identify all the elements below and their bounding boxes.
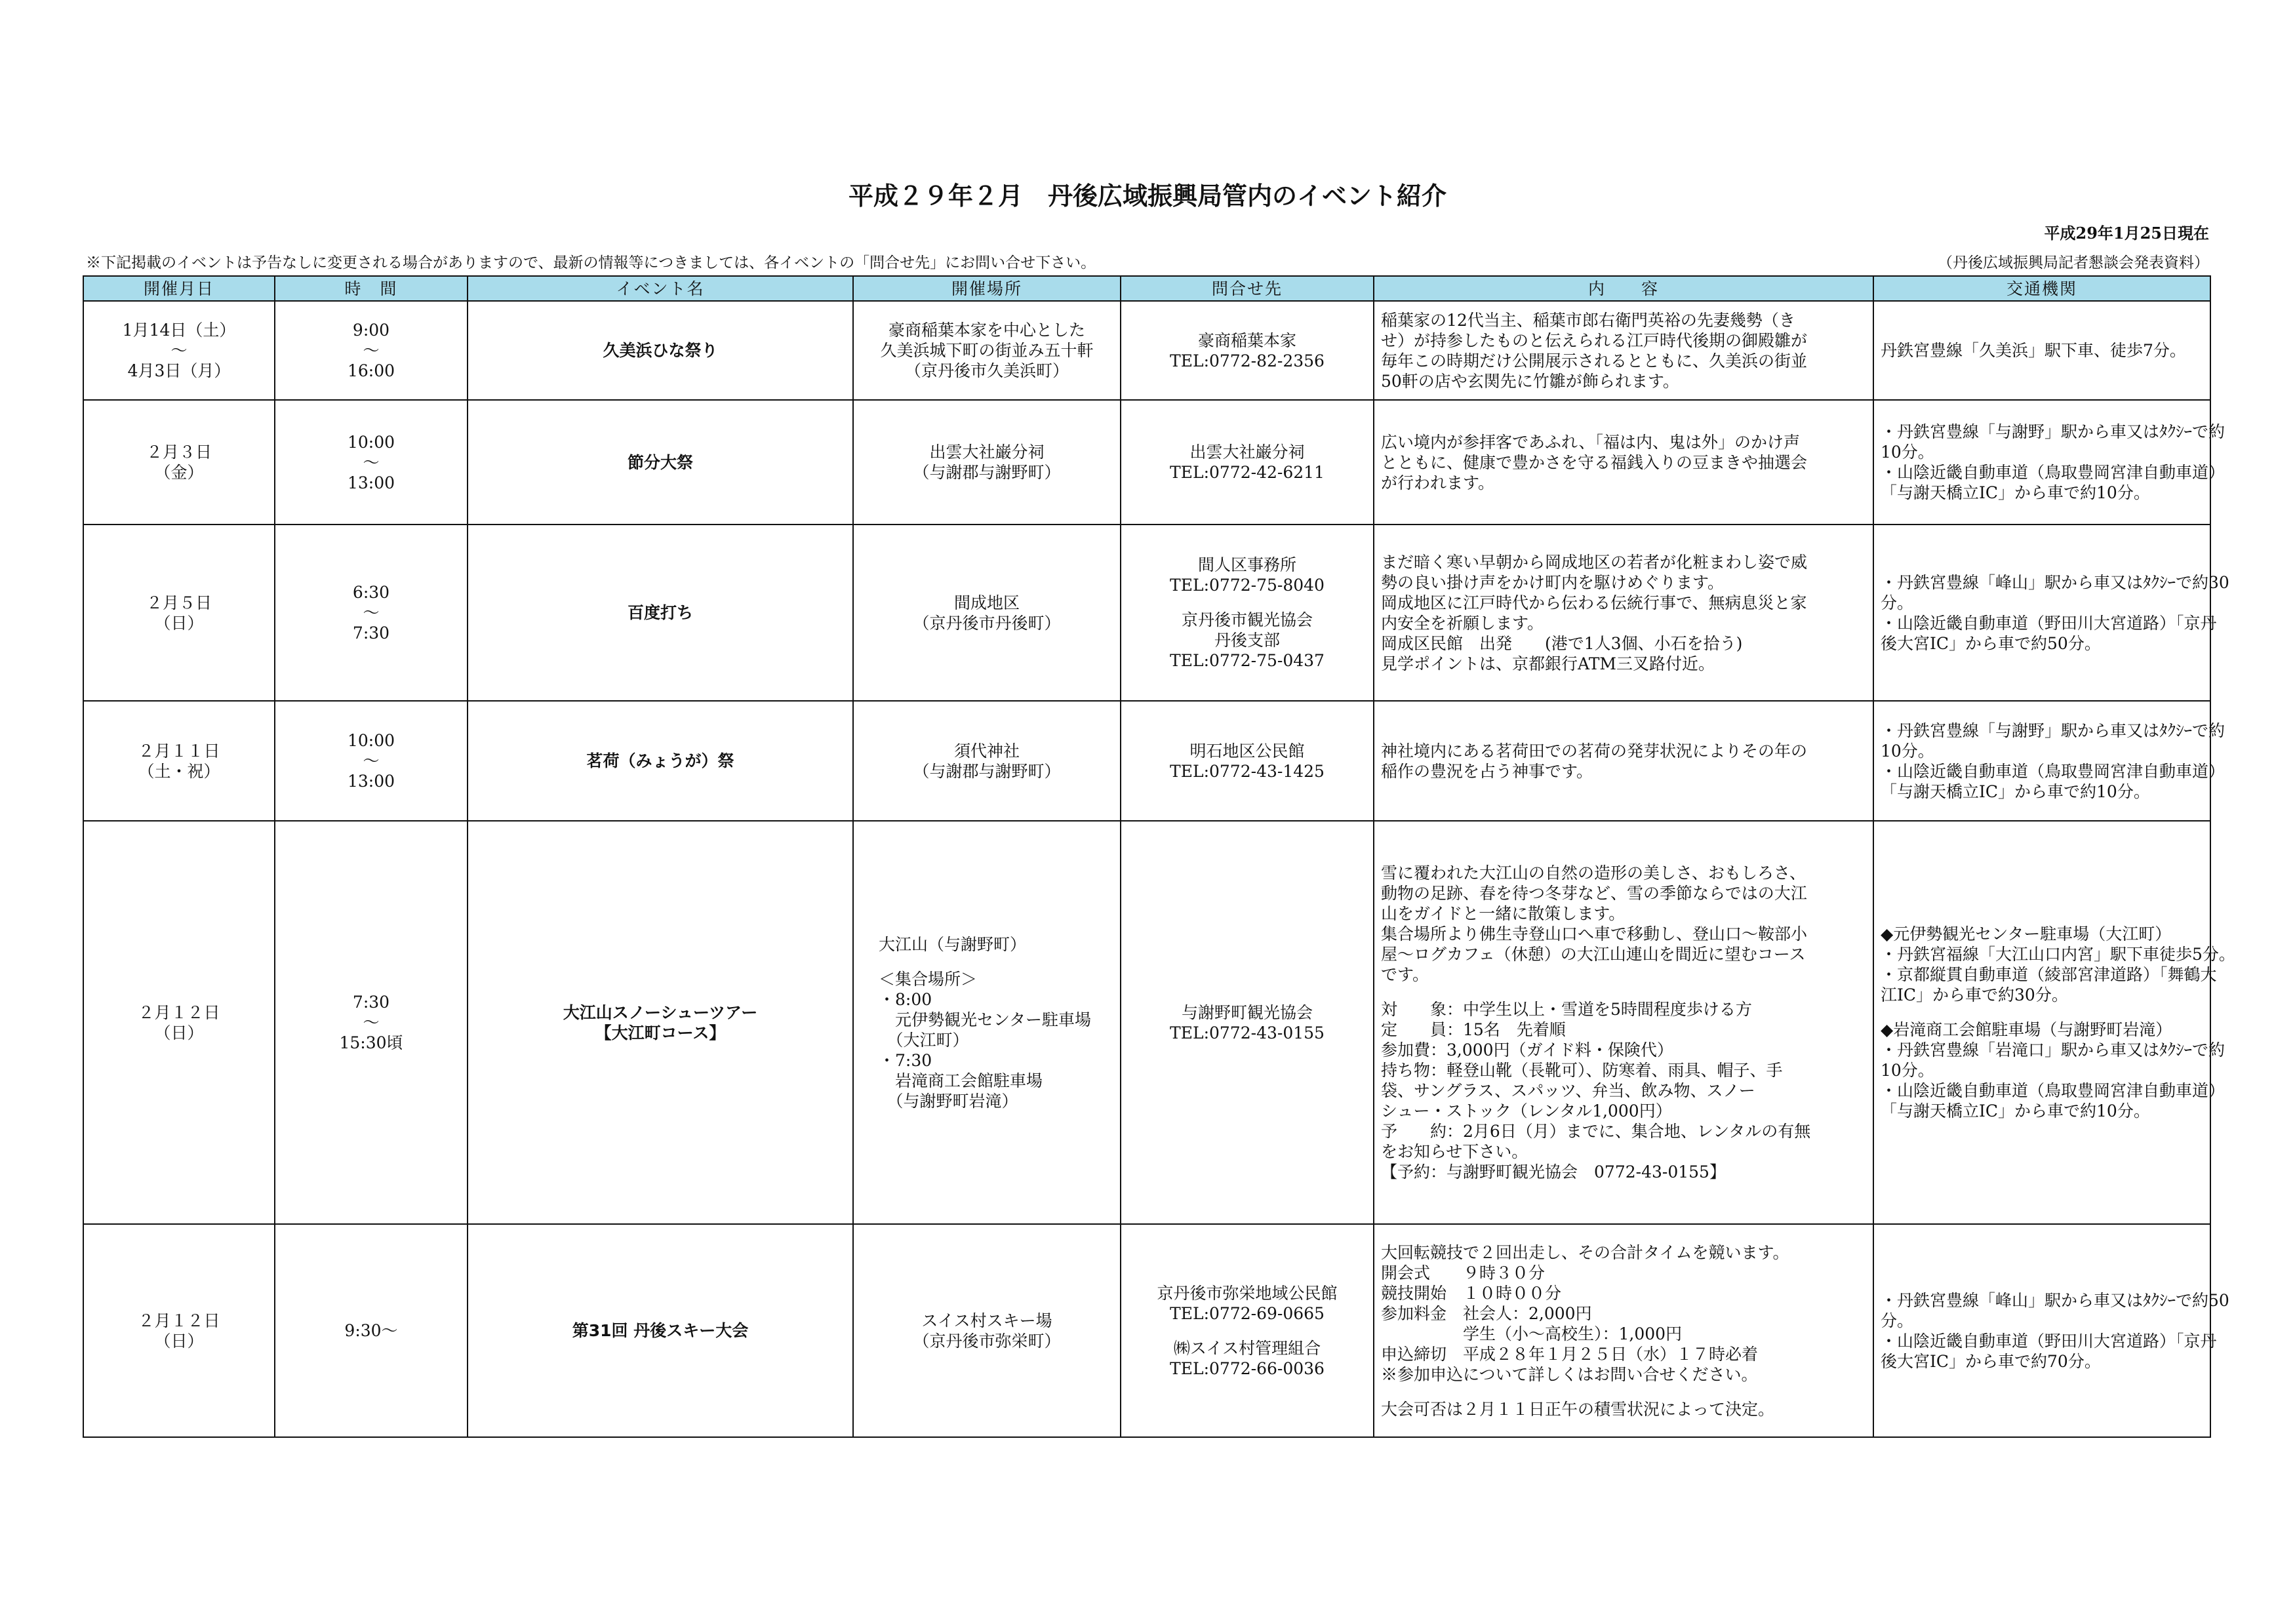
event-date-line: ２月１１日: [138, 741, 220, 761]
event-contact-line: TEL:0772-42-6211: [1170, 463, 1325, 482]
event-date-line: （日）: [154, 1331, 204, 1351]
event-date-line: （土・祝）: [138, 761, 220, 781]
event-description-line: 内安全を祈願します。: [1381, 613, 1544, 633]
event-date-line: ２月１２日: [138, 1002, 220, 1022]
event-access-line: ・山陰近畿自動車道（鳥取豊岡宮津自動車道）: [1881, 761, 2225, 781]
event-description-line: 山をガイドと一緒に散策します。: [1381, 904, 1626, 923]
event-description-line: 神社境内にある茗荷田での茗荷の発芽状況によりその年の: [1381, 741, 1808, 761]
event-venue: [853, 821, 1121, 1224]
event-time-line: 15:30頃: [339, 1033, 403, 1052]
event-date-line: 1月14日（土）: [122, 321, 236, 340]
event-name-line: 【大江町コース】: [595, 1023, 726, 1042]
event-description: [1374, 821, 1873, 1224]
event-name-line: 百度打ち: [627, 603, 693, 622]
event-description-line: 対 象：中学生以上・雪道を5時間程度歩ける方: [1381, 1000, 1752, 1019]
event-description-line: [1381, 1385, 1866, 1399]
event-time-line: ～: [363, 751, 380, 770]
table-row: [83, 821, 2210, 1224]
event-description-line: シュー・ストック（レンタル1,000円）: [1381, 1101, 1672, 1120]
event-venue-line: （与謝郡与謝野町）: [913, 463, 1061, 482]
event-name: [468, 400, 853, 525]
event-contact-line: 与謝野町観光協会: [1181, 1002, 1313, 1022]
event-access-line: ・山陰近畿自動車道（野田川大宮道路）「京丹: [1881, 613, 2217, 633]
event-table: [83, 275, 2235, 1438]
event-contact-line: 丹後支部: [1214, 631, 1280, 650]
event-contact-line: 間人区事務所: [1197, 555, 1296, 574]
event-date-line: （日）: [154, 613, 204, 633]
event-description-line: 参加費：3,000円（ガイド料・保険代）: [1381, 1040, 1673, 1060]
event-description-line: 大会可否は２月１１日正午の積雪状況によって決定。: [1381, 1399, 1775, 1419]
event-time-line: 10:00: [347, 432, 395, 452]
event-name: [468, 821, 853, 1224]
event-time: [275, 400, 468, 525]
event-date: [83, 701, 275, 821]
event-contact-line: 明石地区公民館: [1189, 741, 1305, 761]
header-time: 時 間: [275, 276, 468, 301]
event-venue-line: （与謝野町岩滝）: [879, 1091, 1018, 1111]
event-description-line: ※参加申込について詳しくはお問い合せください。: [1381, 1364, 1758, 1384]
event-contact-line: TEL:0772-75-8040: [1170, 576, 1325, 595]
event-venue-line: 久美浜城下町の街並み五十軒: [880, 341, 1094, 360]
event-description-line: 申込締切 平成２８年１月２５日（水）１７時必着: [1381, 1344, 1759, 1364]
event-venue: [853, 525, 1121, 701]
event-time-line: ～: [363, 1013, 380, 1032]
source-note: （丹後広域振興局記者懇談会発表資料）: [1938, 254, 2209, 271]
header-access: 交通機関: [1873, 276, 2210, 301]
event-access-line: ・丹鉄宮豊線「岩滝口」駅から車又はﾀｸｼｰで約: [1881, 1040, 2225, 1060]
event-description-line: 岡成地区に江戸時代から伝わる伝統行事で、無病息災と家: [1381, 593, 1807, 612]
event-description-line: 学生（小～高校生）：1,000円: [1381, 1324, 1683, 1343]
event-venue-line: 間成地区: [953, 593, 1020, 612]
event-description-line: 集合場所より佛生寺登山口へ車で移動し、登山口～鞍部小: [1381, 924, 1808, 943]
event-contact-line: 京丹後市観光協会: [1181, 610, 1313, 629]
event-access-line: 江IC」から車で約30分。: [1881, 985, 2068, 1004]
event-date-line: ２月１２日: [138, 1311, 220, 1330]
event-contact-line: TEL:0772-43-1425: [1170, 761, 1325, 781]
event-contact-line: TEL:0772-75-0437: [1170, 651, 1325, 670]
event-access-line: 後大宮IC」から車で約50分。: [1881, 633, 2101, 653]
event-venue-line: スイス村スキー場: [921, 1311, 1052, 1330]
event-name: [468, 1224, 853, 1437]
notice-text: ※下記掲載のイベントは予告なしに変更される場合がありますので、最新の情報等につきましては、各イベントの「問合せ先」にお問い合せ下さい。: [86, 254, 1096, 271]
event-access: [1873, 821, 2235, 1224]
event-access-line: 10分。: [1881, 741, 1934, 761]
event-date: [83, 821, 275, 1224]
event-access-line: ・山陰近畿自動車道（鳥取豊岡宮津自動車道）: [1881, 1081, 2225, 1100]
event-description-line: 雪に覆われた大江山の自然の造形の美しさ、おもしろさ、: [1381, 863, 1806, 882]
event-contact-line: 出雲大社巌分祠: [1189, 443, 1305, 462]
event-time-line: ～: [363, 452, 380, 472]
event-name-line: 茗荷（みょうが）祭: [586, 751, 734, 770]
event-time: [275, 821, 468, 1224]
event-date-line: ～: [170, 341, 188, 360]
event-access-line: [1881, 1005, 2203, 1020]
event-contact-line: TEL:0772-66-0036: [1170, 1358, 1325, 1378]
event-description-line: 予 約：2月6日（月）までに、集合地、レンタルの有無: [1381, 1122, 1811, 1141]
event-venue: [853, 301, 1121, 400]
event-access: [1873, 525, 2229, 701]
event-contact: [1121, 701, 1374, 821]
as-of-date: 平成29年1月25日現在: [2044, 224, 2209, 243]
event-access-line: ・丹鉄宮豊線「与謝野」駅から車又はﾀｸｼｰで約: [1881, 721, 2225, 740]
event-description-line: 屋～ログカフェ（休憩）の大江山連山を間近に望むコース: [1381, 945, 1806, 964]
event-venue-line: 岩滝商工会館駐車場: [879, 1071, 1043, 1090]
event-venue-line: ・7:30: [879, 1050, 932, 1070]
event-venue: [853, 400, 1121, 525]
event-time-line: 7:30: [352, 624, 390, 643]
event-date-line: 4月3日（月）: [127, 361, 231, 380]
table-row: [83, 701, 2210, 821]
event-venue-line: 出雲大社巌分祠: [929, 443, 1045, 462]
page-title: 平成２９年２月 丹後広域振興局管内のイベント紹介: [848, 182, 1447, 210]
event-venue-line: （与謝郡与謝野町）: [913, 761, 1061, 781]
table-row: [83, 525, 2210, 701]
event-access-line: ◆元伊勢観光センター駐車場（大江町）: [1881, 924, 2172, 943]
event-contact-line: [1128, 595, 1367, 610]
event-time-line: 9:30～: [344, 1321, 398, 1340]
event-contact: [1121, 525, 1374, 701]
event-description: [1374, 1224, 1873, 1437]
event-venue-line: 豪商稲葉本家を中心とした: [888, 321, 1085, 340]
event-contact-line: [1128, 1324, 1367, 1338]
event-access-line: ・京都縦貫自動車道（綾部宮津道路）「舞鶴大: [1881, 965, 2217, 984]
event-venue-line: 元伊勢観光センター駐車場: [879, 1010, 1092, 1029]
event-description-line: 持ち物：軽登山靴（長靴可）、防寒着、雨具、帽子、手: [1381, 1061, 1783, 1080]
event-contact-line: ㈱スイス村管理組合: [1173, 1338, 1321, 1358]
event-time-line: 13:00: [347, 473, 395, 492]
event-description-line: 見学ポイントは、京都銀行ATM三叉路付近。: [1381, 654, 1715, 673]
event-access: [1873, 400, 2225, 525]
event-access-line: 「与謝天橋立IC」から車で約10分。: [1881, 1101, 2150, 1120]
event-time-line: 13:00: [347, 772, 395, 791]
event-date: [83, 400, 275, 525]
event-venue-line: （大江町）: [879, 1030, 969, 1050]
event-description-line: 稲作の豊況を占う神事です。: [1381, 761, 1593, 781]
event-description-line: 大回転競技で２回出走し、その合計タイムを競います。: [1381, 1242, 1789, 1262]
event-time: [275, 301, 468, 400]
event-description-line: 参加料金 社会人：2,000円: [1381, 1303, 1592, 1323]
event-description-line: とともに、健康で豊かさを守る福銭入りの豆まきや抽選会: [1381, 452, 1808, 472]
event-venue-line: ・8:00: [879, 989, 932, 1009]
event-description: [1374, 301, 1873, 400]
event-description-line: [1381, 985, 1866, 999]
event-name-line: 久美浜ひな祭り: [603, 341, 718, 360]
event-description-line: まだ暗く寒い早朝から岡成地区の若者が化粧まわし姿で威: [1381, 552, 1808, 572]
event-access-line: 「与謝天橋立IC」から車で約10分。: [1881, 483, 2150, 502]
event-date: [83, 301, 275, 400]
event-venue-line: [879, 955, 1113, 969]
event-name-line: 節分大祭: [627, 452, 693, 472]
event-date: [83, 1224, 275, 1437]
header-contact: 問合せ先: [1121, 276, 1374, 301]
event-description-line: 勢の良い掛け声をかけ町内を駆けめぐります。: [1381, 572, 1725, 592]
event-name: [468, 701, 853, 821]
event-access-line: ・山陰近畿自動車道（鳥取豊岡宮津自動車道）: [1881, 463, 2225, 482]
table-row: [83, 400, 2210, 525]
event-contact: [1121, 821, 1374, 1224]
event-description-line: です。: [1381, 965, 1429, 984]
event-venue-line: （京丹後市丹後町）: [913, 613, 1061, 633]
event-access-line: 10分。: [1881, 1061, 1934, 1080]
event-name: [468, 525, 853, 701]
event-venue-line: （京丹後市久美浜町）: [904, 361, 1069, 380]
event-time: [275, 1224, 468, 1437]
event-date-line: ２月５日: [146, 593, 212, 612]
header-venue: 開催場所: [853, 276, 1121, 301]
table-row: [83, 1224, 2210, 1437]
event-time: [275, 701, 468, 821]
header-description: 内 容: [1374, 276, 1873, 301]
event-description-line: 動物の足跡、春を待つ冬芽など、雪の季節ならではの大江: [1381, 884, 1807, 903]
event-description-line: 毎年この時期だけ公開展示されるとともに、久美浜の街並: [1381, 351, 1808, 370]
event-contact-line: 京丹後市弥栄地域公民館: [1157, 1283, 1338, 1303]
event-date: [83, 525, 275, 701]
event-venue-line: （京丹後市弥栄町）: [913, 1331, 1061, 1351]
event-time-line: 6:30: [352, 583, 390, 602]
event-contact-line: 豪商稲葉本家: [1197, 330, 1296, 350]
event-access: [1873, 301, 2210, 400]
event-time-line: 10:00: [347, 731, 395, 750]
event-name: [468, 301, 853, 400]
event-contact-line: TEL:0772-43-0155: [1170, 1023, 1325, 1042]
event-access: [1873, 701, 2225, 821]
event-name-line: 第31回 丹後スキー大会: [572, 1321, 749, 1340]
event-contact: [1121, 301, 1374, 400]
event-contact-line: TEL:0772-82-2356: [1170, 351, 1325, 370]
event-contact: [1121, 400, 1374, 525]
header-date: 開催月日: [83, 276, 275, 301]
event-description-line: せ）が持参したものと伝えられる江戸時代後期の御殿雛が: [1381, 330, 1808, 350]
event-access-line: 後大宮IC」から車で約70分。: [1881, 1351, 2101, 1371]
event-description-line: 開会式 ９時３０分: [1381, 1263, 1546, 1282]
event-time-line: 16:00: [347, 361, 395, 380]
event-date-line: ２月３日: [146, 443, 212, 462]
event-description-line: 50軒の店や玄関先に竹雛が飾られます。: [1381, 371, 1679, 391]
event-description: [1374, 701, 1873, 821]
event-contact-line: TEL:0772-69-0665: [1170, 1303, 1325, 1323]
event-venue: [853, 701, 1121, 821]
event-access-line: 10分。: [1881, 443, 1934, 462]
table-header-row: [83, 276, 2210, 301]
event-description-line: 袋、サングラス、スパッツ、弁当、飲み物、スノー: [1381, 1081, 1755, 1100]
event-description: [1374, 525, 1873, 701]
event-name-line: 大江山スノーシューツアー: [563, 1002, 758, 1022]
event-access-line: 分。: [1881, 1311, 1914, 1330]
event-venue: [853, 1224, 1121, 1437]
event-time-line: 7:30: [352, 993, 390, 1012]
event-description-line: 定 員：15名 先着順: [1381, 1020, 1566, 1039]
event-venue-line: ＜集合場所＞: [879, 969, 978, 989]
event-access-line: 分。: [1881, 593, 1914, 612]
event-venue-line: 大江山（与謝野町）: [879, 934, 1027, 954]
event-description-line: 【予約：与謝野町観光協会 0772-43-0155】: [1381, 1162, 1726, 1181]
event-description-line: 岡成区民館 出発 (港で1人3個、小石を拾う): [1381, 633, 1743, 653]
event-venue-line: 須代神社: [953, 741, 1020, 761]
event-description-line: 稲葉家の12代当主、稲葉市郎右衛門英裕の先妻幾勢（き: [1381, 310, 1795, 330]
header-event-name: イベント名: [468, 276, 853, 301]
event-access: [1873, 1224, 2229, 1437]
event-time-line: ～: [363, 341, 380, 360]
event-access-line: ・丹鉄宮豊線「峰山」駅から車又はﾀｸｼｰで約50: [1881, 1290, 2229, 1310]
event-description-line: 競技開始 １０時００分: [1381, 1283, 1562, 1303]
event-access-line: 「与謝天橋立IC」から車で約10分。: [1881, 782, 2150, 801]
event-description-line: が行われます。: [1381, 473, 1495, 492]
event-access-line: ・丹鉄宮豊線「峰山」駅から車又はﾀｸｼｰで約30: [1881, 572, 2229, 592]
event-access-line: ・丹鉄宮福線「大江山口内宮」駅下車徒歩5分。: [1881, 945, 2235, 964]
event-access-line: ◆岩滝商工会館駐車場（与謝野町岩滝）: [1881, 1020, 2172, 1039]
event-description: [1374, 400, 1873, 525]
table-row: [83, 301, 2210, 400]
event-date-line: （金）: [154, 463, 204, 482]
event-time-line: ～: [363, 603, 380, 622]
event-time: [275, 525, 468, 701]
event-contact: [1121, 1224, 1374, 1437]
event-access-line: 丹鉄宮豊線「久美浜」駅下車、徒歩7分。: [1881, 341, 2186, 360]
event-description-line: をお知らせ下さい。: [1381, 1142, 1528, 1161]
event-date-line: （日）: [154, 1023, 204, 1042]
event-access-line: ・丹鉄宮豊線「与謝野」駅から車又はﾀｸｼｰで約: [1881, 422, 2225, 441]
event-time-line: 9:00: [352, 321, 390, 340]
event-access-line: ・山陰近畿自動車道（野田川大宮道路）「京丹: [1881, 1331, 2217, 1351]
event-description-line: 広い境内が参拝客であふれ、「福は内、鬼は外」のかけ声: [1381, 432, 1801, 452]
